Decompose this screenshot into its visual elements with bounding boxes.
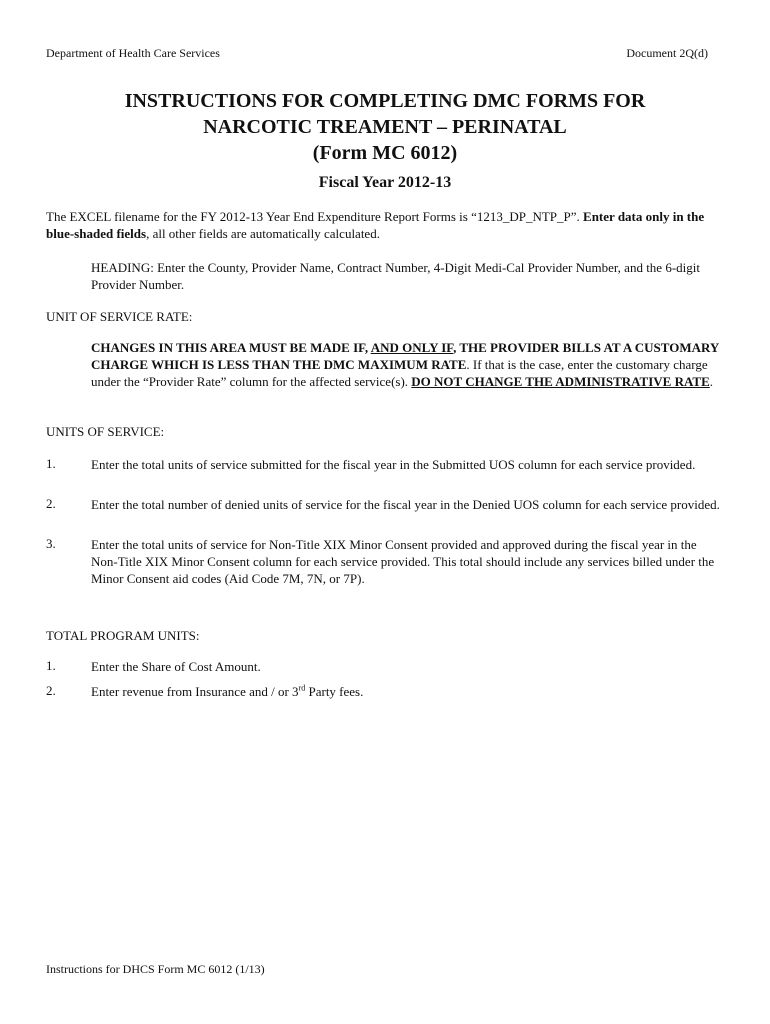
unit-rate-do-not-change: DO NOT CHANGE THE ADMINISTRATIVE RATE — [411, 374, 710, 389]
document-id: Document 2Q(d) — [626, 46, 708, 60]
page-title — [0, 88, 770, 166]
tpu-item-2-sup: rd — [298, 683, 306, 693]
intro-rest: , all other fields are automatically calculated. — [146, 226, 380, 241]
uos-item-3-text: Enter the total units of service for Non-Title XIX Minor Consent provided and approved during the fiscal year in the Non-Title XIX Minor Consent column for each service provided. This total should include any services billed under the Minor Consent aid codes (Aid Code 7M, 7N, or 7P). — [91, 537, 715, 586]
footer: Instructions for DHCS Form MC 6012 (1/13) — [46, 962, 265, 976]
intro-bold: Enter data only in the blue-shaded fields — [46, 209, 705, 241]
heading-instruction: HEADING: Enter the County, Provider Name, Contract Number, 4-Digit Medi-Cal Provider Number, and the 6-digit Provider Number. — [91, 260, 700, 292]
intro-text: The EXCEL filename for the FY 2012-13 Year End Expenditure Report Forms is “1213_DP_NTP_P”. — [46, 209, 584, 224]
uos-item-3-num: 3. — [46, 536, 56, 551]
units-of-service-label: UNITS OF SERVICE: — [46, 424, 165, 439]
department-name: Department of Health Care Services — [46, 46, 220, 60]
uos-item-2-num: 2. — [46, 496, 56, 511]
unit-rate-label: UNIT OF SERVICE RATE: — [46, 309, 193, 324]
unit-rate-and-only-if: AND ONLY IF — [370, 340, 454, 355]
title-line-1: INSTRUCTIONS FOR COMPLETING DMC FORMS FOR — [124, 90, 646, 112]
unit-rate-bold-2: , THE PROVIDER BILLS AT A CUSTOMARY CHARGE WHICH IS LESS THAN THE DMC MAXIMUM RATE — [91, 340, 719, 372]
title-line-3: (Form MC 6012) — [312, 142, 458, 164]
uos-item-1-num: 1. — [46, 456, 56, 471]
tpu-item-2-text — [91, 683, 723, 700]
tpu-item-2-post: Party fees. — [305, 684, 364, 699]
uos-item-2-text: Enter the total number of denied units of service for the fiscal year in the Denied UOS column for each service provided. — [91, 497, 720, 512]
unit-rate-normal: . If that is the case, enter the customary charge under the “Provider Rate” column for the affected service(s). — [91, 357, 708, 389]
intro-paragraph — [46, 208, 726, 242]
tpu-item-1-num: 1. — [46, 658, 56, 673]
title-line-2: NARCOTIC TREAMENT – PERINATAL — [203, 116, 567, 138]
total-program-units-label: TOTAL PROGRAM UNITS: — [46, 628, 200, 643]
tpu-item-2-pre: Enter revenue from Insurance and / or 3 — [91, 684, 299, 699]
tpu-item-2-num: 2. — [46, 683, 56, 698]
unit-rate-paragraph — [91, 339, 723, 390]
uos-item-1-text: Enter the total units of service submitted for the fiscal year in the Submitted UOS column for each service provided. — [91, 457, 696, 472]
unit-rate-end: . — [709, 374, 714, 389]
tpu-item-1-text: Enter the Share of Cost Amount. — [91, 659, 261, 674]
fiscal-year: Fiscal Year 2012-13 — [318, 174, 452, 191]
unit-rate-bold-1: CHANGES IN THIS AREA MUST BE MADE IF, — [91, 340, 371, 355]
